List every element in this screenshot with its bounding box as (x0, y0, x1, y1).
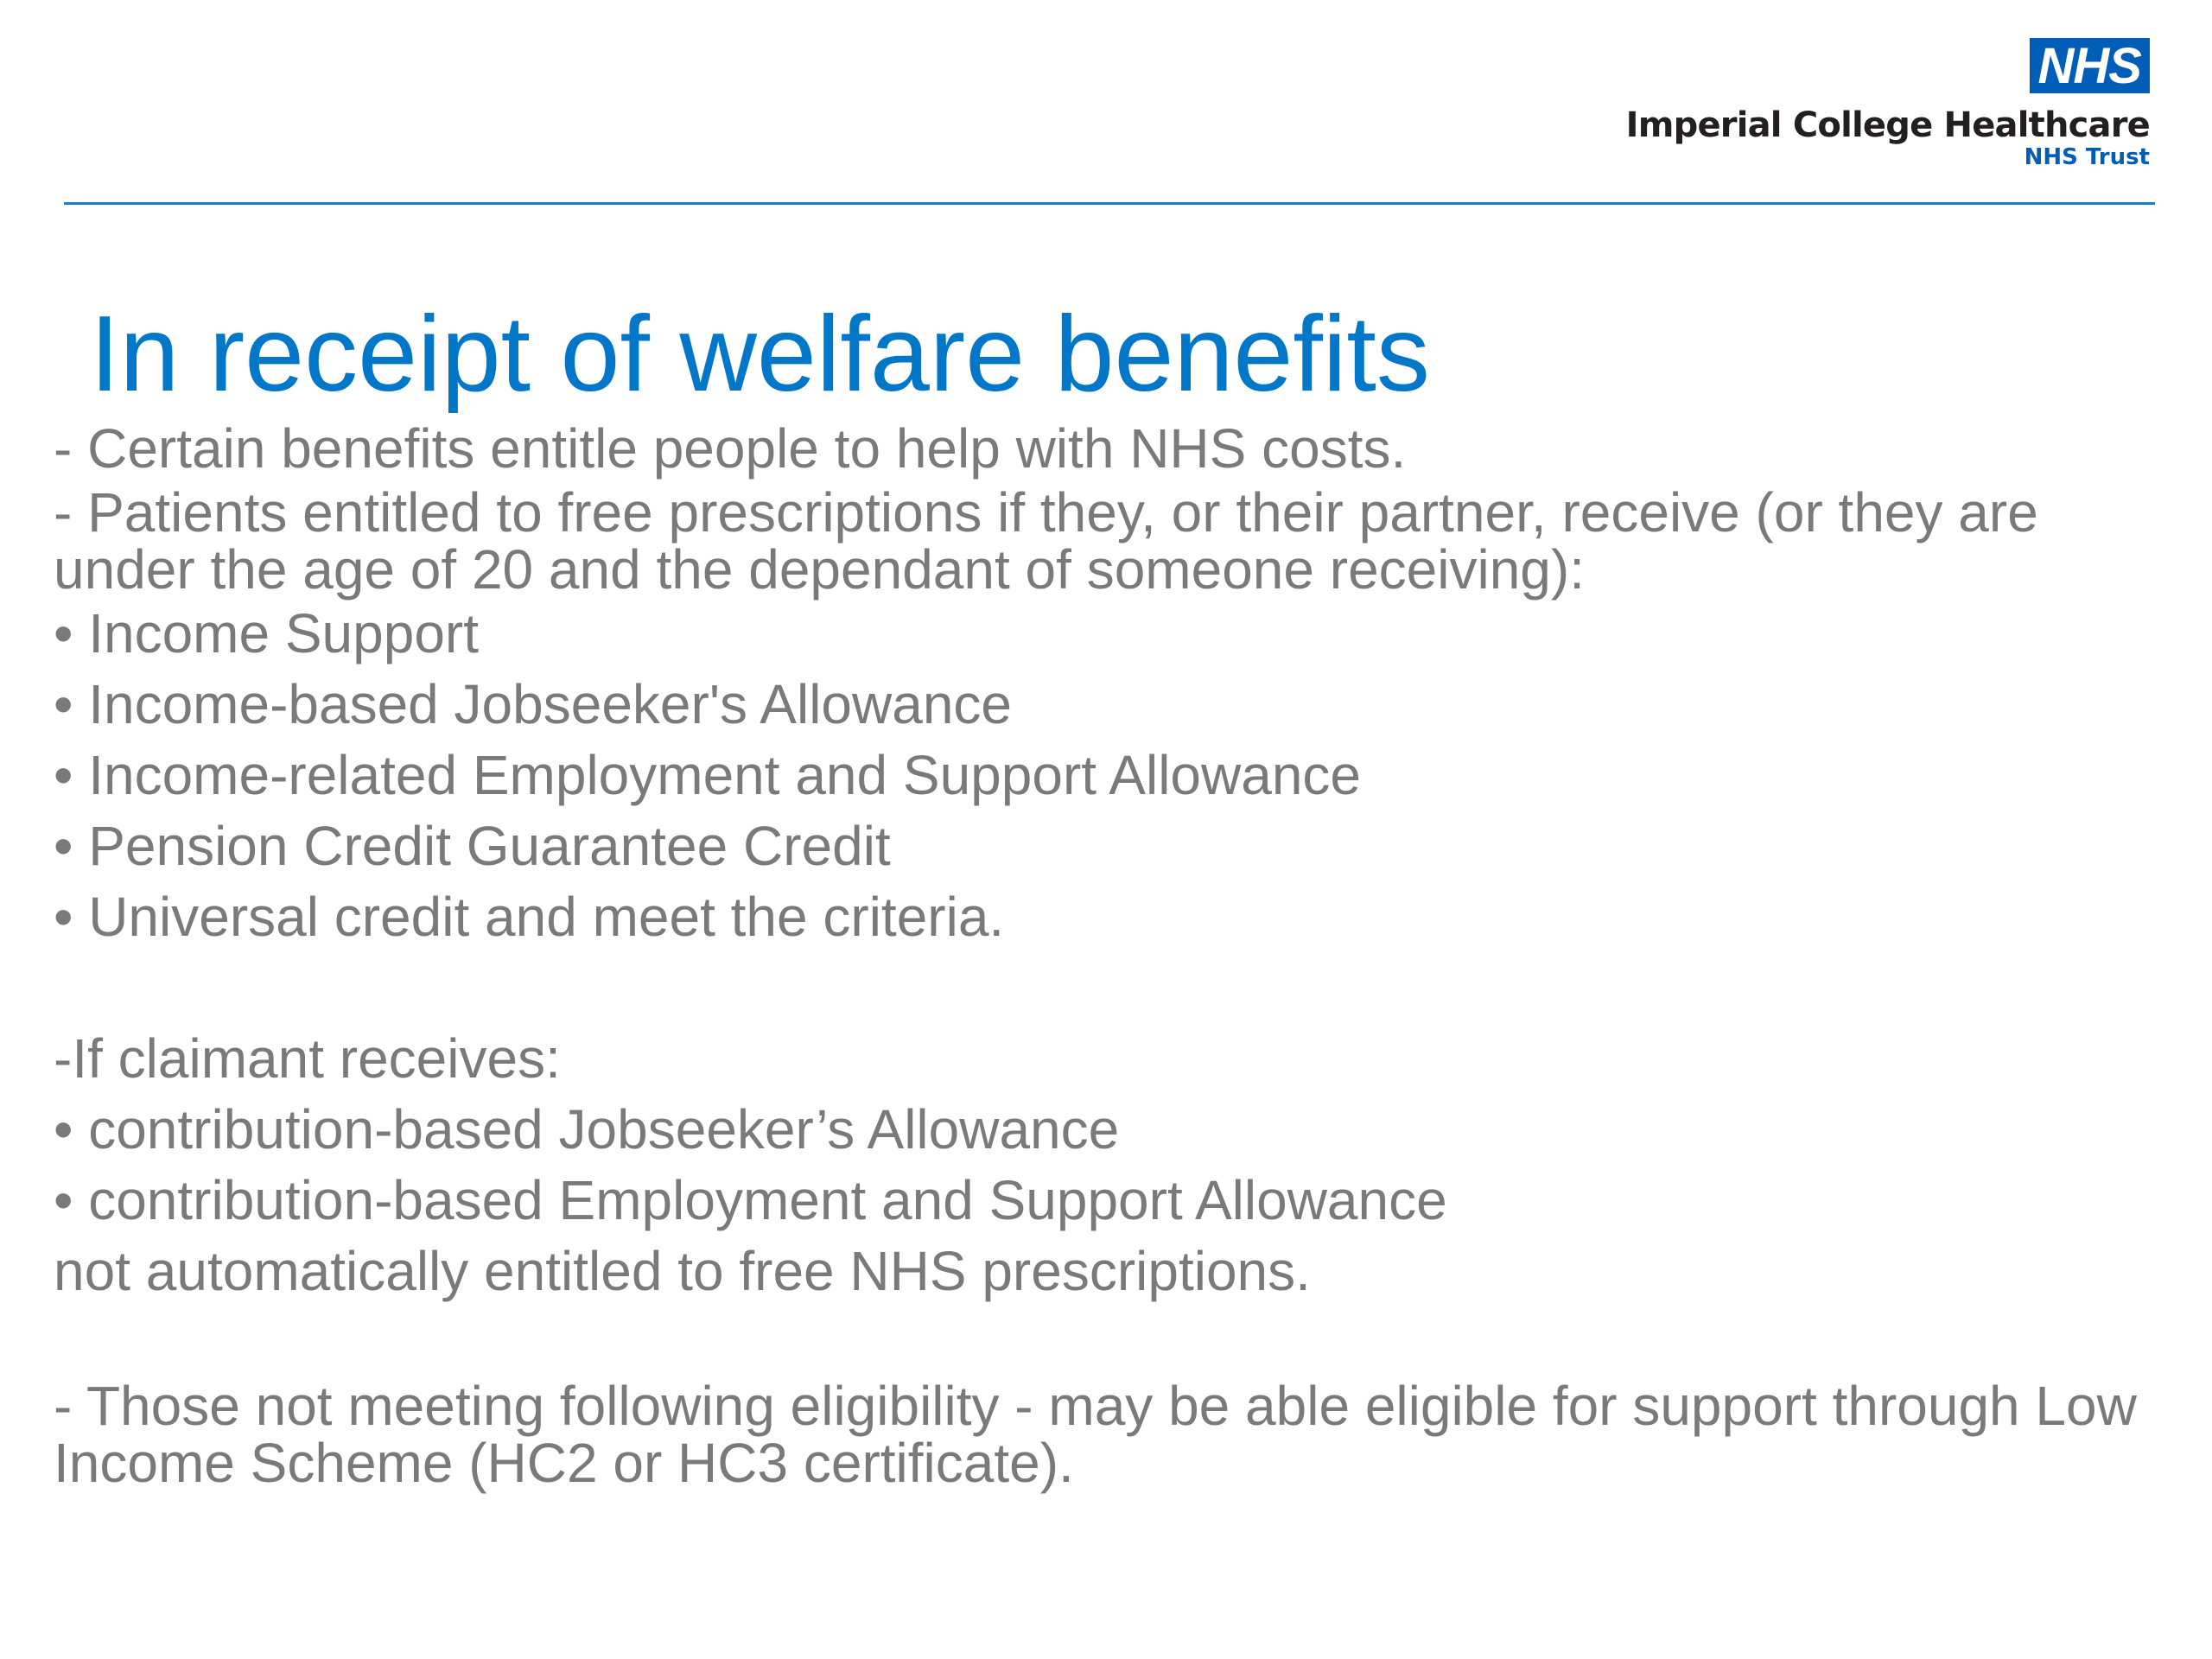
benefit-bullet: • Income-based Jobseeker's Allowance (54, 673, 1012, 735)
slide-body (54, 413, 2162, 1494)
slide-title: In receipt of welfare benefits (90, 295, 1430, 414)
claimant-intro: -If claimant receives: (54, 1027, 561, 1090)
entitlement-paragraph: - Patients entitled to free prescriptions if they, or their partner, receive (or they are under the age of 20 and the dependant of someone receiving): (54, 481, 2038, 601)
benefit-bullet: • Income-related Employment and Support Allowance (54, 744, 1361, 806)
spacer (54, 952, 2162, 1023)
intro-line: - Certain benefits entitle people to help with NHS costs. (54, 417, 1407, 480)
organisation-name: Imperial College Healthcare (1625, 105, 2150, 145)
benefit-bullet: • Income Support (54, 602, 479, 664)
low-income-paragraph: - Those not meeting following eligibility - may be able eligible for support through Low Income Scheme (HC2 or HC3 certificate). (54, 1375, 2137, 1494)
claimant-outro: not automatically entitled to free NHS prescriptions. (54, 1240, 1311, 1302)
spacer (54, 1306, 2162, 1377)
trust-name: NHS Trust (2024, 144, 2150, 170)
benefit-bullet: • Pension Credit Guarantee Credit (54, 815, 891, 877)
nhs-logo-badge: NHS (2030, 38, 2150, 93)
nhs-trust-logo (1626, 38, 2150, 170)
contribution-bullet: • contribution-based Jobseeker’s Allowance (54, 1098, 1120, 1160)
contribution-bullet: • contribution-based Employment and Support Allowance (54, 1169, 1447, 1231)
header-divider (64, 202, 2155, 205)
benefit-bullet: • Universal credit and meet the criteria. (54, 886, 1005, 948)
